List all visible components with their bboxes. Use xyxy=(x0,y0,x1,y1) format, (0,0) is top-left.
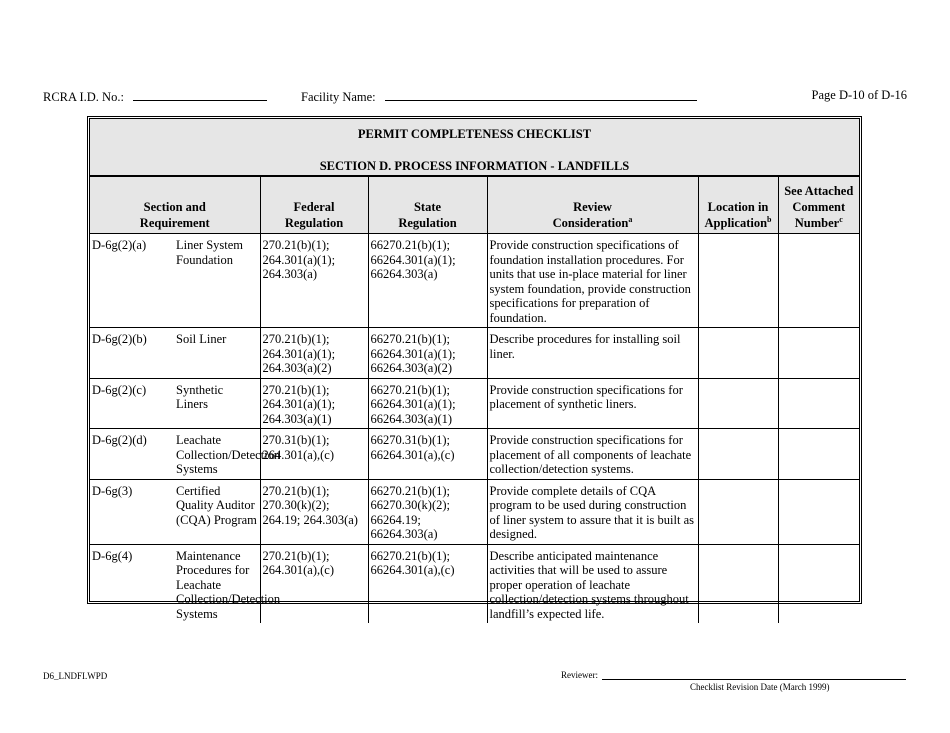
facility-name-label: Facility Name: xyxy=(301,90,376,104)
state-regulation-cell: 66270.21(b)(1); 66264.301(a)(1); 66264.303(a)(2) xyxy=(368,328,487,379)
comment-number-cell[interactable] xyxy=(778,378,859,429)
requirement-name: Soil Liner xyxy=(176,332,227,346)
requirement-name: Liner System Foundation xyxy=(176,238,244,267)
section-id: D-6g(2)(a) xyxy=(92,238,147,252)
revision-date: Checklist Revision Date (March 1999) xyxy=(690,682,830,692)
requirement-name: Certified Quality Auditor (CQA) Program xyxy=(176,483,257,527)
section-id: D-6g(3) xyxy=(92,483,133,498)
col-header-location-l1: Location in xyxy=(707,200,769,214)
review-consideration-cell: Describe procedures for installing soil liner. xyxy=(487,328,698,379)
facility-name-blank[interactable] xyxy=(385,88,697,101)
checklist-table xyxy=(90,176,859,623)
requirement-name: Leachate Collection/Detection Systems xyxy=(176,433,281,476)
col-header-comment-sup: c xyxy=(839,214,843,224)
col-header-comment xyxy=(778,177,859,234)
state-regulation-cell: 66270.31(b)(1); 66264.301(a),(c) xyxy=(368,429,487,480)
location-in-application-cell[interactable] xyxy=(698,544,778,623)
section-requirement-cell xyxy=(90,328,260,379)
table-row xyxy=(90,429,859,480)
col-header-review xyxy=(487,177,698,234)
location-in-application-cell[interactable] xyxy=(698,479,778,544)
comment-number-cell[interactable] xyxy=(778,479,859,544)
col-header-review-l2-text: Consideration xyxy=(552,216,629,230)
state-regulation-cell: 66270.21(b)(1); 66264.301(a),(c) xyxy=(368,544,487,623)
table-row xyxy=(90,328,859,379)
review-consideration-cell: Provide construction specifications of foundation installation procedures. For units that use in-place material for liner system foundation, provide construction specifications for preparation of foundation. xyxy=(487,234,698,328)
section-id: D-6g(2)(d) xyxy=(92,433,147,447)
col-header-location-sup: b xyxy=(767,214,772,224)
rcra-id-blank[interactable] xyxy=(133,88,267,101)
col-header-comment-l3-text: Number xyxy=(794,216,840,230)
state-regulation-cell: 66270.21(b)(1); 66264.301(a)(1); 66264.303(a) xyxy=(368,234,487,328)
col-header-federal xyxy=(260,177,368,234)
reviewer-label: Reviewer: xyxy=(561,670,598,680)
review-consideration-cell: Provide construction specifications for placement of synthetic liners. xyxy=(487,378,698,429)
federal-regulation-cell: 270.21(b)(1); 270.30(k)(2); 264.19; 264.303(a) xyxy=(260,479,368,544)
review-consideration-cell: Provide construction specifications for placement of all components of leachate collection/detection systems. xyxy=(487,429,698,480)
section-requirement-cell xyxy=(90,544,281,623)
federal-regulation-cell: 270.31(b)(1); 264.301(a),(c) xyxy=(260,429,368,480)
checklist-table-frame xyxy=(87,116,862,621)
col-header-section xyxy=(90,177,260,234)
rcra-id-label: RCRA I.D. No.: xyxy=(43,90,124,104)
table-row xyxy=(90,479,859,544)
section-requirement-cell xyxy=(90,234,260,328)
col-header-federal-l1: Federal xyxy=(293,200,335,214)
col-header-comment-l1: See Attached xyxy=(784,184,854,198)
col-header-review-l2 xyxy=(490,215,696,231)
column-header-row xyxy=(90,177,859,234)
state-regulation-cell: 66270.21(b)(1); 66270.30(k)(2); 66264.19; 66264.303(a) xyxy=(368,479,487,544)
col-header-review-l1: Review xyxy=(573,200,612,214)
comment-number-cell[interactable] xyxy=(778,544,859,623)
review-consideration-cell: Describe anticipated maintenance activities that will be used to assure proper operation of leachate collection/detection systems throughout landfill’s expected life. xyxy=(487,544,698,623)
section-id: D-6g(2)(c) xyxy=(92,382,147,397)
requirement-name: Maintenance Procedures for Leachate Collection/Detection Systems xyxy=(176,548,281,621)
col-header-location-l2 xyxy=(701,215,776,231)
section-requirement-cell xyxy=(90,378,260,429)
section-requirement-cell xyxy=(90,429,281,480)
location-in-application-cell[interactable] xyxy=(698,328,778,379)
reviewer-signature-line[interactable] xyxy=(602,679,906,680)
col-header-location-l2-text: Application xyxy=(704,216,768,230)
table-row xyxy=(90,378,859,429)
col-header-review-sup: a xyxy=(628,214,633,224)
document-filename: D6_LNDFI.WPD xyxy=(43,671,108,681)
requirement-name: Synthetic Liners xyxy=(176,382,224,411)
table-row xyxy=(90,234,859,328)
col-header-section-l2: Requirement xyxy=(139,216,210,230)
federal-regulation-cell: 270.21(b)(1); 264.301(a)(1); 264.303(a) xyxy=(260,234,368,328)
checklist-title: PERMIT COMPLETENESS CHECKLIST xyxy=(357,127,592,141)
col-header-federal-l2: Regulation xyxy=(284,216,344,230)
review-consideration-cell: Provide complete details of CQA program to be used during construction of liner system to assure that it is built as designed. xyxy=(487,479,698,544)
col-header-state-l1: State xyxy=(413,200,442,214)
comment-number-cell[interactable] xyxy=(778,328,859,379)
col-header-location xyxy=(698,177,778,234)
rcra-id-field xyxy=(43,88,267,105)
section-id: D-6g(2)(b) xyxy=(92,332,147,346)
col-header-comment-l3 xyxy=(781,215,858,231)
section-requirement-cell xyxy=(90,479,260,544)
col-header-section-l1: Section and xyxy=(143,200,206,214)
table-row xyxy=(90,544,859,623)
section-title: SECTION D. PROCESS INFORMATION - LANDFILLS xyxy=(319,159,630,173)
table-title-bar xyxy=(90,119,859,176)
location-in-application-cell[interactable] xyxy=(698,234,778,328)
facility-name-field xyxy=(301,88,697,105)
col-header-state-l2: Regulation xyxy=(398,216,457,230)
federal-regulation-cell: 270.21(b)(1); 264.301(a)(1); 264.303(a)(1) xyxy=(260,378,368,429)
federal-regulation-cell: 270.21(b)(1); 264.301(a),(c) xyxy=(260,544,368,623)
page-number: Page D-10 of D-16 xyxy=(811,88,907,102)
col-header-state xyxy=(368,177,487,234)
location-in-application-cell[interactable] xyxy=(698,378,778,429)
section-id: D-6g(4) xyxy=(92,548,133,563)
comment-number-cell[interactable] xyxy=(778,429,859,480)
comment-number-cell[interactable] xyxy=(778,234,859,328)
federal-regulation-cell: 270.21(b)(1); 264.301(a)(1); 264.303(a)(2) xyxy=(260,328,368,379)
col-header-comment-l2: Comment xyxy=(792,200,846,214)
state-regulation-cell: 66270.21(b)(1); 66264.301(a)(1); 66264.303(a)(1) xyxy=(368,378,487,429)
location-in-application-cell[interactable] xyxy=(698,429,778,480)
